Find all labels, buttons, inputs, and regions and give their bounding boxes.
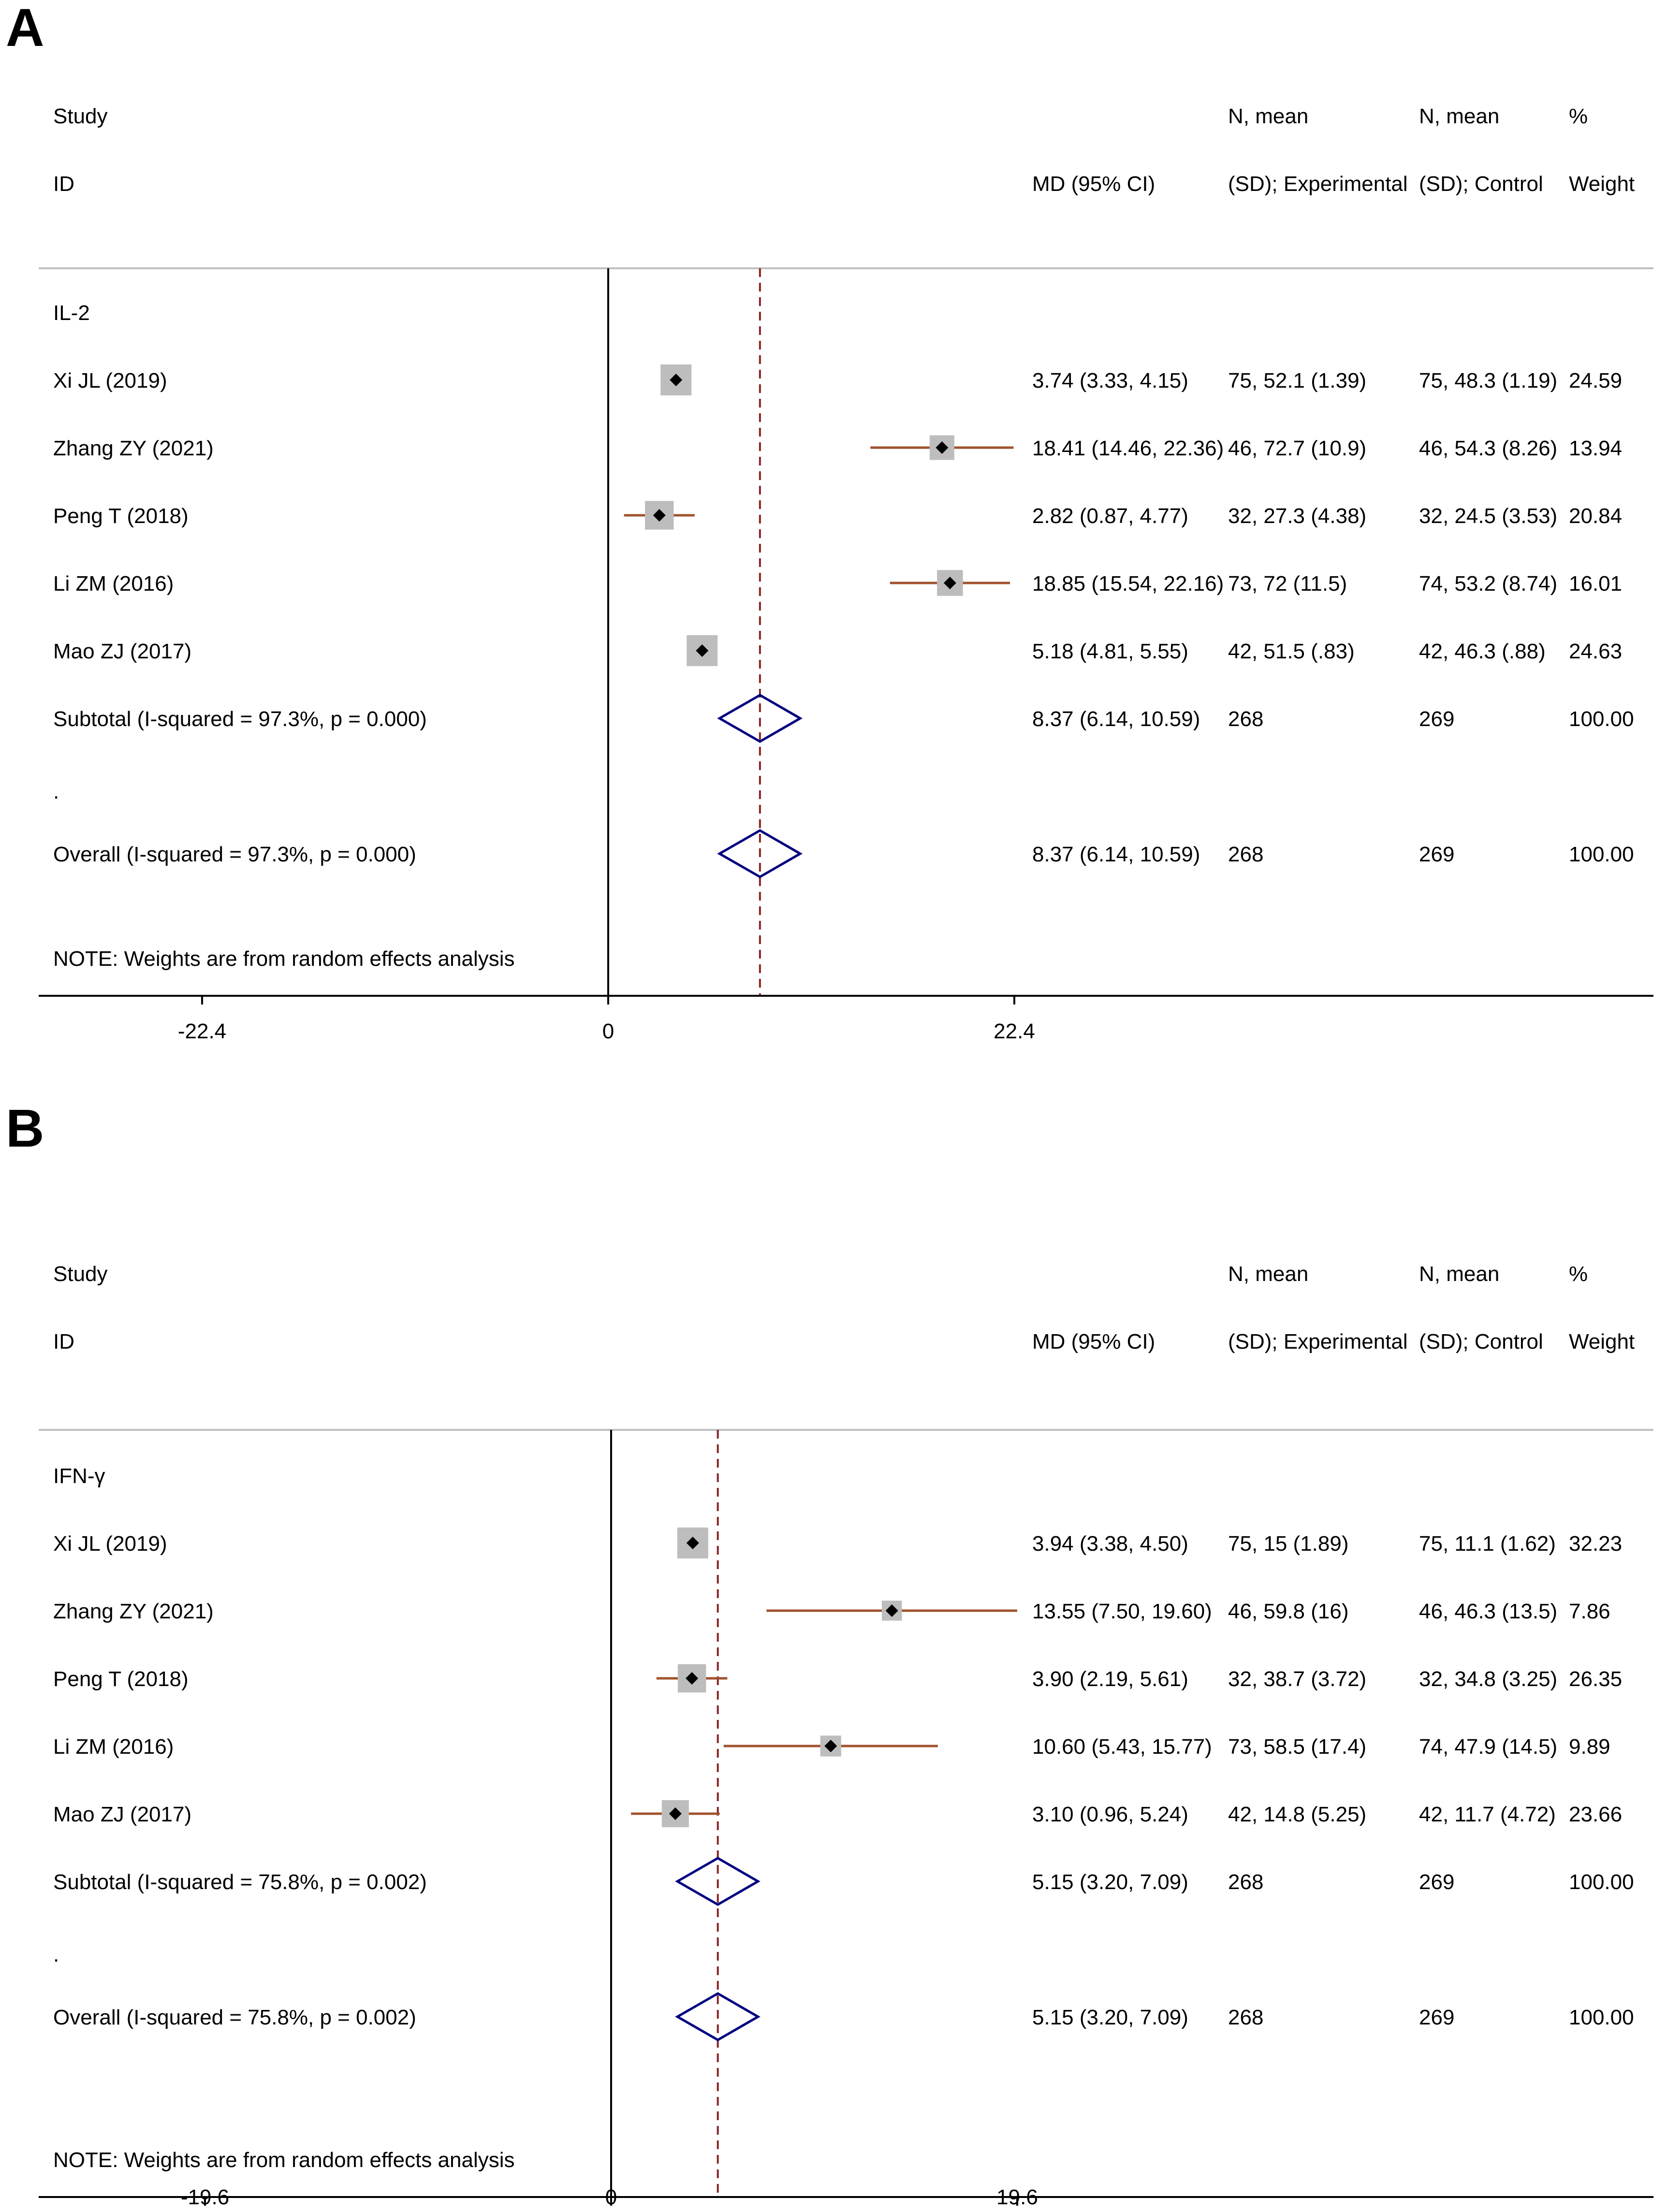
- study-row: [53, 1600, 1610, 1623]
- separator-dot: .: [53, 1943, 59, 1966]
- study-row: [53, 436, 1622, 460]
- study-weight: 13.94: [1569, 437, 1623, 460]
- subtotal-control: 269: [1419, 707, 1455, 731]
- x-tick-label: -19.6: [180, 2185, 230, 2209]
- overall-control: 269: [1419, 2006, 1455, 2029]
- separator-dot: .: [53, 780, 59, 803]
- study-md-ci: 18.41 (14.46, 22.36): [1032, 437, 1224, 460]
- header-weight-line2: Weight: [1569, 1330, 1635, 1353]
- study-experimental: 32, 27.3 (4.38): [1228, 504, 1367, 528]
- subgroup-label: IL-2: [53, 301, 90, 325]
- study-row: [53, 1800, 1622, 1827]
- study-weight: 9.89: [1569, 1735, 1610, 1759]
- study-control: 46, 46.3 (13.5): [1419, 1600, 1558, 1623]
- study-md-ci: 2.82 (0.87, 4.77): [1032, 504, 1188, 528]
- overall-row: [53, 1994, 1634, 2040]
- study-md-ci: 18.85 (15.54, 22.16): [1032, 572, 1224, 596]
- study-experimental: 46, 72.7 (10.9): [1228, 437, 1367, 460]
- study-md-ci: 3.10 (0.96, 5.24): [1032, 1803, 1188, 1826]
- subtotal-weight: 100.00: [1569, 1870, 1634, 1894]
- study-md-ci: 3.94 (3.38, 4.50): [1032, 1532, 1188, 1556]
- study-label: Mao ZJ (2017): [53, 640, 192, 663]
- overall-experimental: 268: [1228, 2006, 1264, 2029]
- study-control: 32, 34.8 (3.25): [1419, 1667, 1558, 1691]
- study-control: 74, 53.2 (8.74): [1419, 572, 1558, 596]
- overall-weight: 100.00: [1569, 2006, 1634, 2029]
- study-md-ci: 10.60 (5.43, 15.77): [1032, 1735, 1212, 1759]
- x-tick-label: 0: [605, 2185, 617, 2209]
- header-control-line1: N, mean: [1419, 1262, 1500, 1286]
- study-experimental: 32, 38.7 (3.72): [1228, 1667, 1367, 1691]
- study-row: [53, 635, 1622, 666]
- study-row: [53, 364, 1622, 395]
- study-row: [53, 570, 1622, 596]
- study-weight: 23.66: [1569, 1803, 1623, 1826]
- study-row: [53, 1735, 1610, 1759]
- subtotal-experimental: 268: [1228, 1870, 1264, 1894]
- study-label: Xi JL (2019): [53, 1532, 167, 1556]
- study-weight: 7.86: [1569, 1600, 1610, 1623]
- study-experimental: 73, 58.5 (17.4): [1228, 1735, 1367, 1759]
- study-weight: 24.63: [1569, 640, 1623, 663]
- study-experimental: 75, 52.1 (1.39): [1228, 369, 1367, 393]
- study-experimental: 73, 72 (11.5): [1228, 572, 1347, 596]
- forest-panel-a: [6, 0, 1653, 1043]
- study-control: 42, 46.3 (.88): [1419, 640, 1546, 663]
- subtotal-md-ci: 5.15 (3.20, 7.09): [1032, 1870, 1188, 1894]
- x-tick-label: 22.4: [994, 1019, 1035, 1043]
- study-label: Peng T (2018): [53, 1667, 189, 1691]
- study-experimental: 42, 14.8 (5.25): [1228, 1803, 1367, 1826]
- study-md-ci: 13.55 (7.50, 19.60): [1032, 1600, 1212, 1623]
- header-experimental-line2: (SD); Experimental: [1228, 172, 1408, 196]
- overall-label: Overall (I-squared = 97.3%, p = 0.000): [53, 843, 416, 866]
- subgroup-label: IFN-γ: [53, 1464, 105, 1488]
- subtotal-md-ci: 8.37 (6.14, 10.59): [1032, 707, 1200, 731]
- overall-row: [53, 830, 1634, 877]
- header-study: Study: [53, 1262, 108, 1286]
- x-tick-label: 19.6: [996, 2185, 1038, 2209]
- x-tick-label: 0: [602, 1019, 614, 1043]
- header-id: ID: [53, 1330, 74, 1353]
- study-label: Zhang ZY (2021): [53, 437, 214, 460]
- study-row: [53, 1528, 1622, 1558]
- study-md-ci: 5.18 (4.81, 5.55): [1032, 640, 1188, 663]
- study-weight: 26.35: [1569, 1667, 1623, 1691]
- weights-note: NOTE: Weights are from random effects analysis: [53, 2148, 515, 2172]
- overall-md-ci: 5.15 (3.20, 7.09): [1032, 2006, 1188, 2029]
- subtotal-label: Subtotal (I-squared = 75.8%, p = 0.002): [53, 1870, 427, 1894]
- forest-panel-b: [6, 1099, 1653, 2209]
- header-id: ID: [53, 172, 74, 196]
- header-md: MD (95% CI): [1032, 172, 1155, 196]
- study-weight: 20.84: [1569, 504, 1623, 528]
- subtotal-experimental: 268: [1228, 707, 1264, 731]
- subtotal-weight: 100.00: [1569, 707, 1634, 731]
- header-control-line2: (SD); Control: [1419, 172, 1543, 196]
- header-control-line1: N, mean: [1419, 104, 1500, 128]
- header-experimental-line2: (SD); Experimental: [1228, 1330, 1408, 1353]
- subtotal-control: 269: [1419, 1870, 1455, 1894]
- overall-experimental: 268: [1228, 843, 1264, 866]
- study-md-ci: 3.74 (3.33, 4.15): [1032, 369, 1188, 393]
- study-row: [53, 501, 1622, 529]
- study-control: 74, 47.9 (14.5): [1419, 1735, 1558, 1759]
- header-md: MD (95% CI): [1032, 1330, 1155, 1353]
- study-experimental: 42, 51.5 (.83): [1228, 640, 1355, 663]
- overall-label: Overall (I-squared = 75.8%, p = 0.002): [53, 2006, 416, 2029]
- subtotal-row: [53, 1858, 1634, 1905]
- weights-note: NOTE: Weights are from random effects analysis: [53, 947, 515, 971]
- study-label: Zhang ZY (2021): [53, 1600, 214, 1623]
- study-label: Li ZM (2016): [53, 572, 174, 596]
- study-control: 75, 48.3 (1.19): [1419, 369, 1558, 393]
- column-headers: [53, 104, 1635, 196]
- header-control-line2: (SD); Control: [1419, 1330, 1543, 1353]
- study-label: Xi JL (2019): [53, 369, 167, 393]
- study-experimental: 46, 59.8 (16): [1228, 1600, 1349, 1623]
- study-weight: 32.23: [1569, 1532, 1623, 1556]
- header-weight-line1: %: [1569, 104, 1588, 128]
- study-md-ci: 3.90 (2.19, 5.61): [1032, 1667, 1188, 1691]
- x-tick-label: -22.4: [177, 1019, 227, 1043]
- study-weight: 16.01: [1569, 572, 1623, 596]
- overall-control: 269: [1419, 843, 1455, 866]
- study-control: 46, 54.3 (8.26): [1419, 437, 1558, 460]
- study-row: [53, 1664, 1622, 1693]
- header-weight-line1: %: [1569, 1262, 1588, 1286]
- study-label: Peng T (2018): [53, 504, 189, 528]
- column-headers: [53, 1262, 1635, 1353]
- study-weight: 24.59: [1569, 369, 1623, 393]
- subtotal-row: [53, 695, 1634, 742]
- panel-label: B: [6, 1099, 44, 1158]
- overall-md-ci: 8.37 (6.14, 10.59): [1032, 843, 1200, 866]
- header-study: Study: [53, 104, 108, 128]
- overall-weight: 100.00: [1569, 843, 1634, 866]
- panel-label: A: [6, 0, 44, 58]
- study-experimental: 75, 15 (1.89): [1228, 1532, 1349, 1556]
- study-control: 42, 11.7 (4.72): [1419, 1803, 1556, 1826]
- study-label: Li ZM (2016): [53, 1735, 174, 1759]
- study-control: 75, 11.1 (1.62): [1419, 1532, 1556, 1556]
- study-control: 32, 24.5 (3.53): [1419, 504, 1558, 528]
- header-experimental-line1: N, mean: [1228, 1262, 1309, 1286]
- study-label: Mao ZJ (2017): [53, 1803, 192, 1826]
- header-weight-line2: Weight: [1569, 172, 1635, 196]
- subtotal-label: Subtotal (I-squared = 97.3%, p = 0.000): [53, 707, 427, 731]
- header-experimental-line1: N, mean: [1228, 104, 1309, 128]
